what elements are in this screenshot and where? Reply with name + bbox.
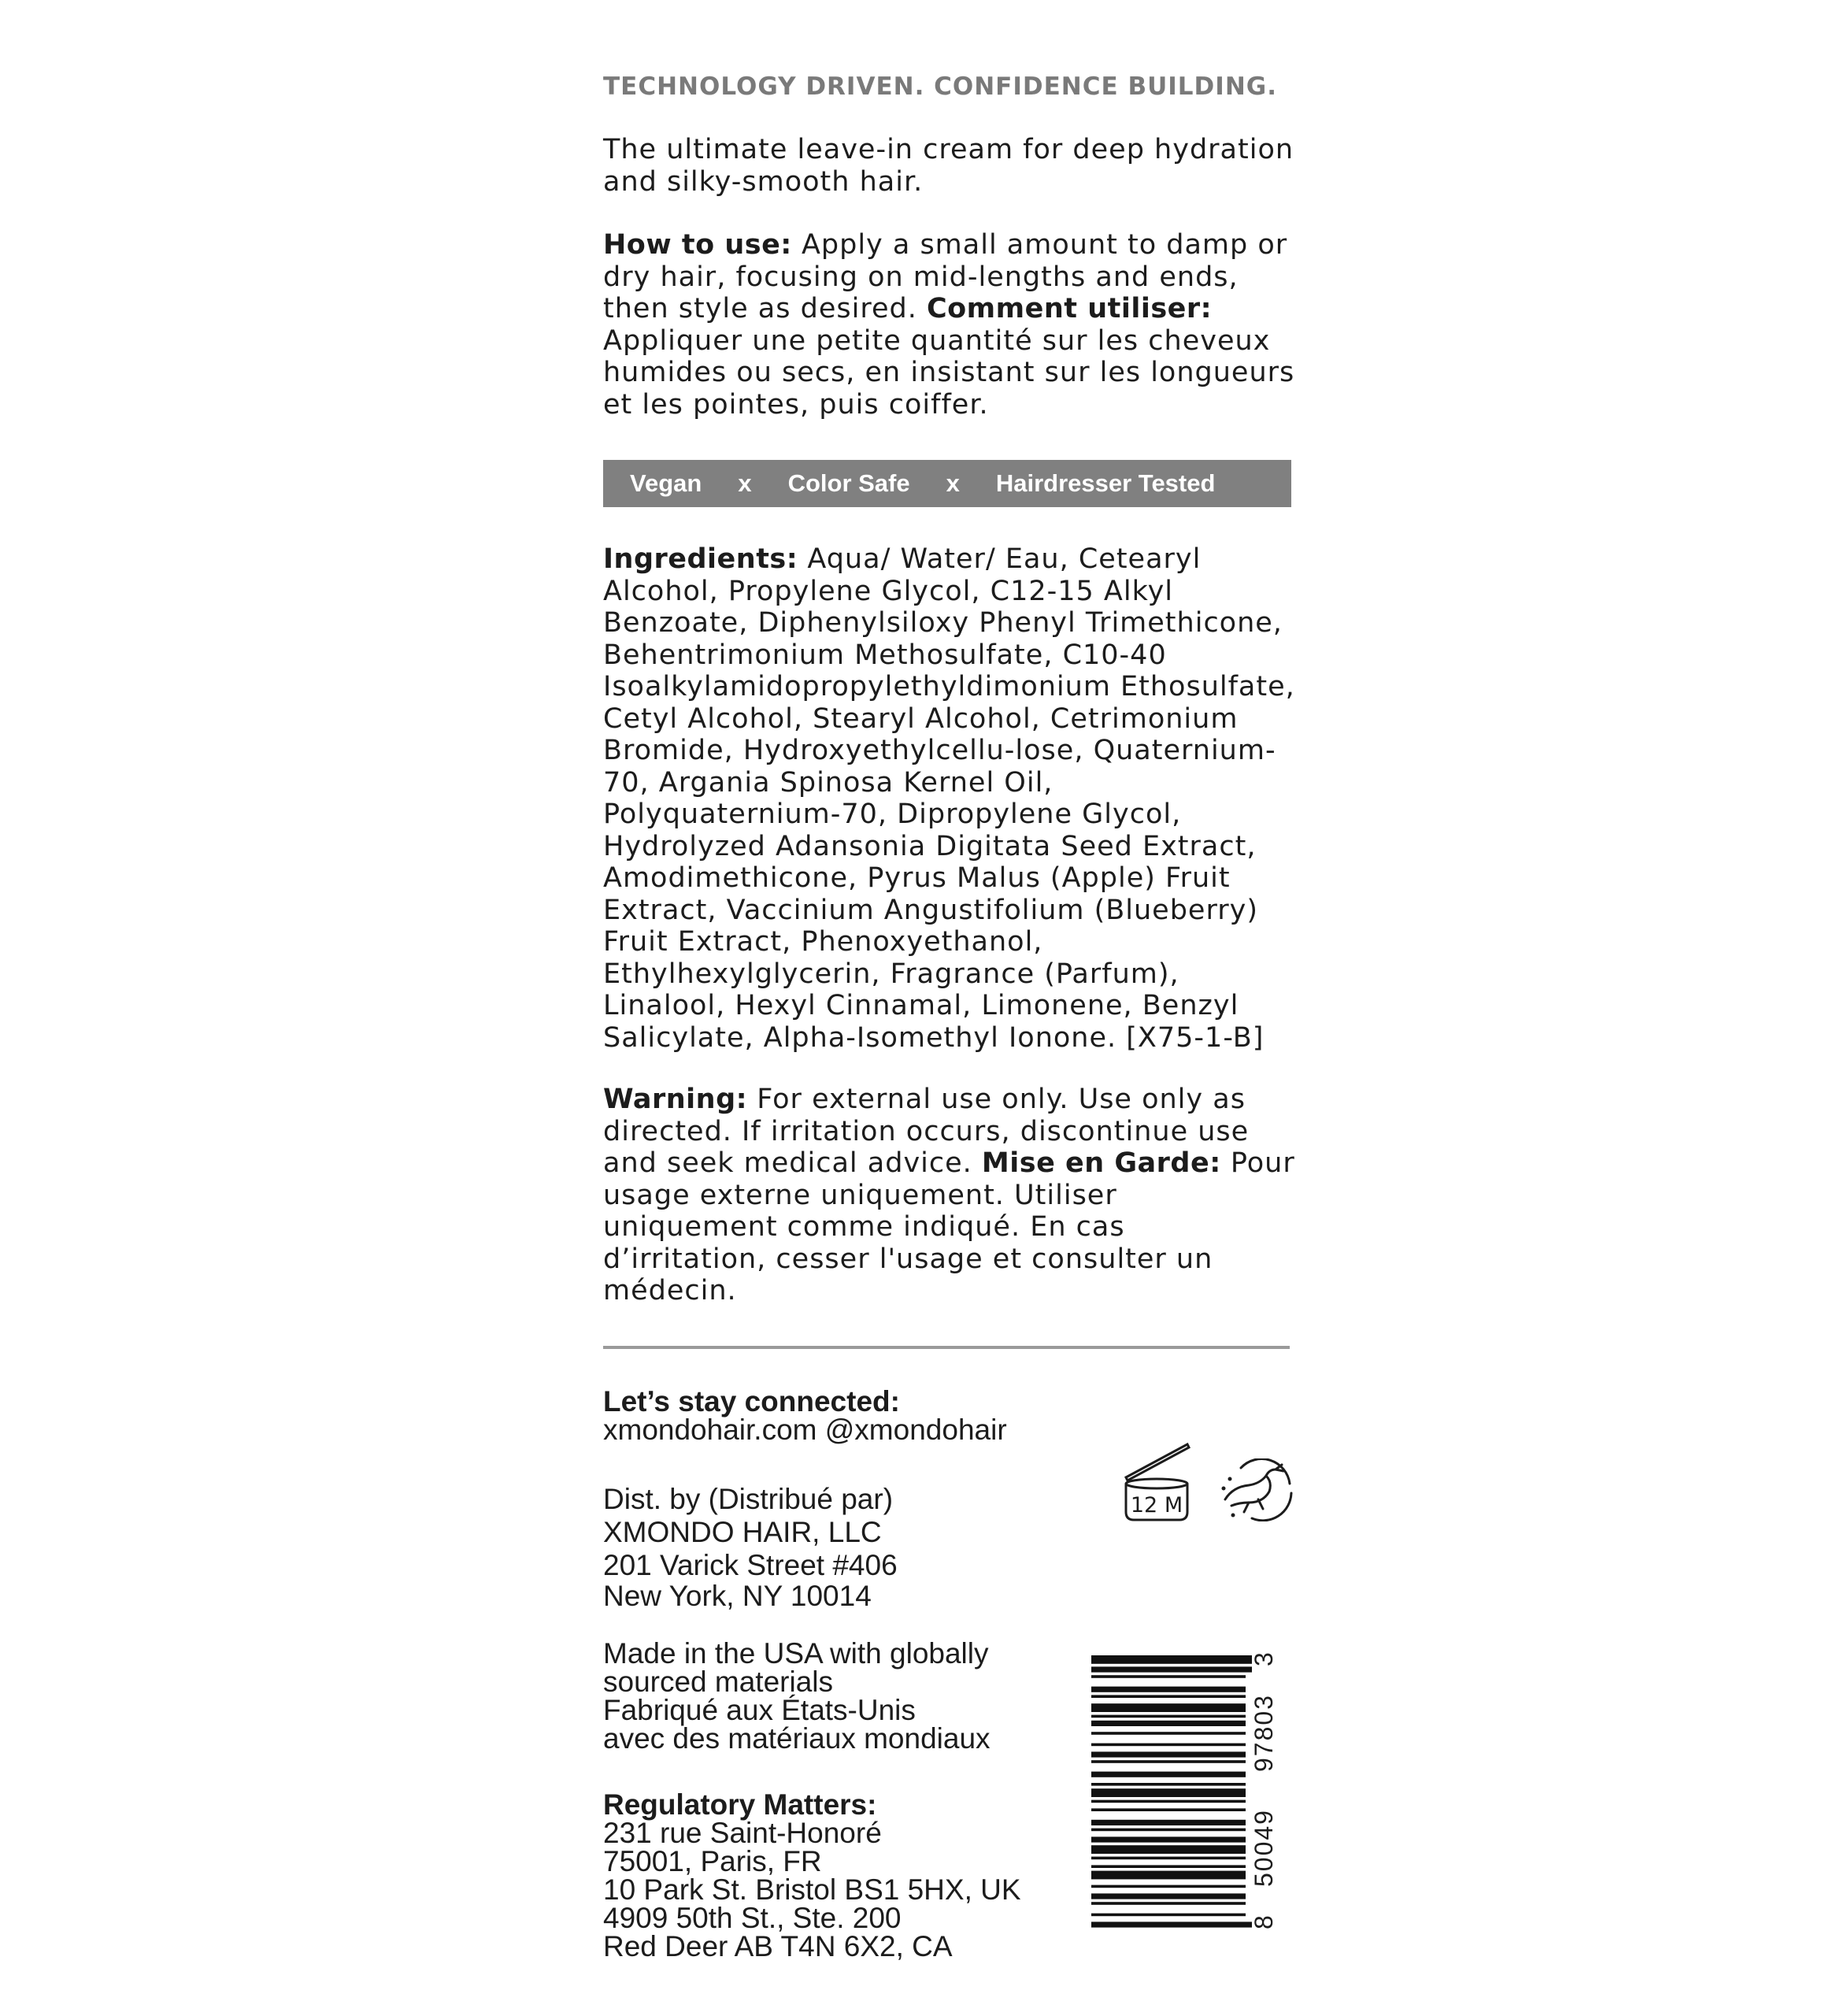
barcode-bar — [1091, 1703, 1246, 1712]
distributor-line: Dist. by (Distribué par) — [603, 1483, 894, 1515]
connect-links: xmondohair.com @xmondohair — [603, 1414, 1007, 1446]
section-divider — [603, 1346, 1290, 1349]
distributor-line: 201 Varick Street #406 — [603, 1549, 898, 1581]
claim-separator: x — [738, 469, 752, 497]
barcode-bar — [1091, 1893, 1246, 1899]
barcode-bar — [1091, 1751, 1246, 1757]
claim-separator: x — [946, 469, 960, 497]
tagline: TECHNOLOGY DRIVEN. CONFIDENCE BUILDING. — [603, 72, 1277, 101]
product-description: The ultimate leave-in cream for deep hydration and silky-smooth hair. — [603, 134, 1294, 198]
how-to-text-fr: Appliquer une petite quantité sur les cheveux humides ou secs, en insistant sur les longueurs et les pointes, puis coiffer. — [603, 324, 1295, 421]
pao-text: 12 M — [1130, 1493, 1183, 1518]
claim-color-safe: Color Safe — [787, 469, 910, 497]
regulatory-line: 75001, Paris, FR — [603, 1845, 822, 1877]
barcode-bar — [1091, 1675, 1246, 1678]
barcode-bar — [1091, 1871, 1246, 1880]
barcode-bar — [1091, 1721, 1246, 1726]
distributor-line: XMONDO HAIR, LLC — [603, 1516, 882, 1548]
how-to-heading-en: How to use: — [603, 229, 792, 261]
barcode-bar — [1091, 1857, 1246, 1860]
barcode-digit: 3 — [1250, 1652, 1278, 1666]
barcode-bar — [1091, 1800, 1246, 1803]
barcode-bar — [1091, 1744, 1246, 1747]
connect-heading: Let’s stay connected: — [603, 1385, 900, 1418]
barcode-bar — [1091, 1820, 1246, 1825]
regulatory-section — [603, 1788, 1021, 1962]
barcode-digit: 8 — [1250, 1915, 1278, 1929]
barcode-bar — [1091, 1655, 1252, 1664]
barcode-bar — [1091, 1808, 1246, 1811]
distributor-line: New York, NY 10014 — [603, 1580, 872, 1612]
barcode-bar — [1091, 1902, 1246, 1905]
barcode-digit: 97803 — [1250, 1694, 1278, 1772]
made-in-section — [603, 1637, 991, 1755]
barcode-bar — [1091, 1687, 1246, 1692]
regulatory-line: 4909 50th St., Ste. 200 — [603, 1902, 902, 1934]
barcode-bar — [1091, 1885, 1246, 1888]
barcode-icon — [1088, 1649, 1293, 1933]
warning-text-en: For external use only. Use only as directed. If irritation occurs, discontinue use and seek medical advice. — [603, 1084, 1250, 1179]
how-to-heading-fr: Comment utiliser: — [926, 293, 1213, 324]
barcode-bar — [1091, 1732, 1246, 1735]
claims-bar — [603, 460, 1291, 507]
regulatory-line: 10 Park St. Bristol BS1 5HX, UK — [603, 1873, 1021, 1906]
barcode-bar — [1091, 1783, 1246, 1786]
warning-text-fr: Pour usage externe uniquement. Utiliser uniquement comme indiqué. En cas d’irritation, cesser l'usage et consulter un médecin. — [603, 1147, 1295, 1306]
ingredients-heading: Ingredients: — [603, 543, 798, 575]
barcode-bar — [1091, 1836, 1246, 1842]
made-in-line: Fabriqué aux États-Unis — [603, 1694, 916, 1726]
barcode-bar — [1091, 1865, 1246, 1868]
barcode-bar — [1091, 1666, 1252, 1672]
regulatory-heading: Regulatory Matters: — [603, 1788, 877, 1821]
barcode-bar — [1091, 1914, 1246, 1917]
regulatory-line: 231 rue Saint-Honoré — [603, 1817, 882, 1849]
distributor-section — [603, 1483, 898, 1610]
barcode-digit: 50049 — [1250, 1809, 1278, 1887]
leaping-bunny-icon — [1217, 1458, 1296, 1521]
barcode-bar — [1091, 1922, 1252, 1927]
claim-vegan: Vegan — [630, 469, 702, 497]
claim-hairdresser-tested: Hairdresser Tested — [995, 469, 1216, 497]
made-in-line: sourced materials — [603, 1666, 834, 1698]
barcode-bar — [1091, 1845, 1246, 1854]
barcode-bar — [1091, 1695, 1246, 1698]
barcode-bar — [1091, 1760, 1246, 1763]
made-in-line: avec des matériaux mondiaux — [603, 1722, 991, 1755]
connect-section — [603, 1385, 1007, 1446]
warning-heading-fr: Mise en Garde: — [981, 1147, 1221, 1179]
barcode-bar — [1091, 1829, 1246, 1832]
open-jar-icon — [1121, 1443, 1194, 1525]
warning-heading-en: Warning: — [603, 1084, 748, 1115]
regulatory-line: Red Deer AB T4N 6X2, CA — [603, 1930, 953, 1962]
how-to-use-section — [603, 229, 1296, 421]
how-to-text-en: Apply a small amount to damp or dry hair, focusing on mid-lengths and ends, then style as desired. — [603, 229, 1288, 324]
barcode-bar — [1091, 1715, 1246, 1718]
barcode-bar — [1091, 1788, 1246, 1797]
made-in-line: Made in the USA with globally — [603, 1637, 989, 1670]
barcode-bar — [1091, 1772, 1246, 1777]
warning-section — [603, 1084, 1296, 1307]
ingredients-section — [603, 543, 1296, 1054]
ingredients-list: Aqua/ Water/ Eau, Cetearyl Alcohol, Propylene Glycol, C12-15 Alkyl Benzoate, Diphenylsiloxy Phenyl Trimethicone, Behentrimonium Methosulfate, C10-40 Isoalkylamidopropylethyldimonium Ethosulfate, Cetyl Alcohol, Stearyl Alcohol, Cetrimonium Bromide, Hydroxyethylcellu-lose, Quaternium-70, Argania Spinosa Kernel Oil, Polyquaternium-70, Dipropylene Glycol, Hydrolyzed Adansonia Digitata Seed Extract, Amodimethicone, Pyrus Malus (Apple) Fruit Extract, Vaccinium Angustifolium (Blueberry) Fruit Extract, Phenoxyethanol, Ethylhexylglycerin, Fragrance (Parfum), Linalool, Hexyl Cinnamal, Limonene, Benzyl Salicylate, Alpha-Isomethyl Ionone. [X75-1-B] — [603, 543, 1295, 1054]
